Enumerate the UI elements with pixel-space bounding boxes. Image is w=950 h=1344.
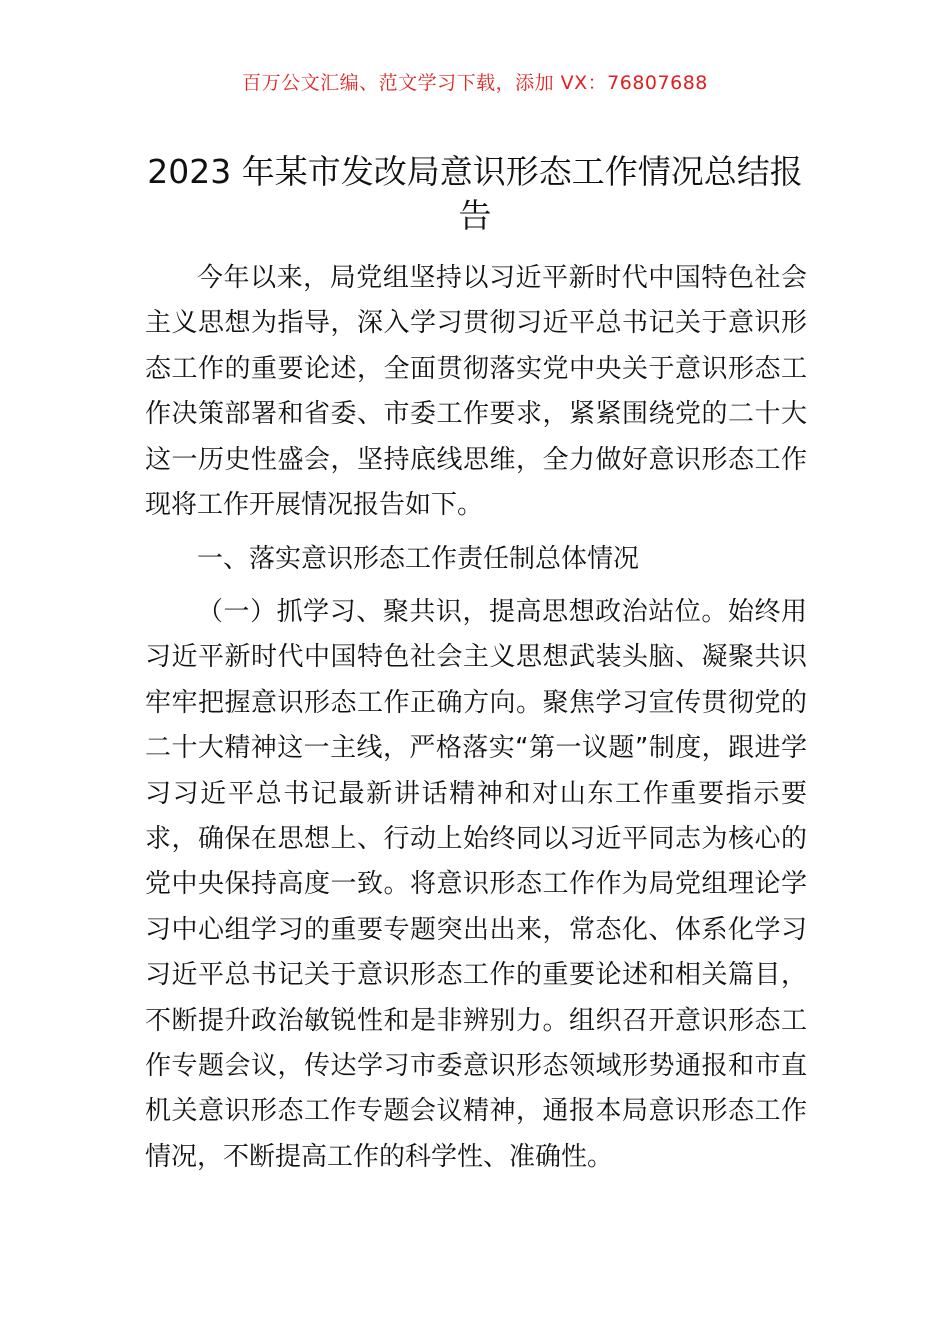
- subsection-paragraph: （一）抓学习、聚共识，提高思想政治站位。始终用习近平新时代中国特色社会主义思想武装头脑、凝聚共识牢牢把握意识形态工作正确方向。聚焦学习宣传贯彻党的二十大精神这一主线，严格落实“第一议题”制度，跟进学习习近平总书记最新讲话精神和对山东工作重要指示要求，确保在思想上、行动上始终同以习近平同志为核心的党中央保持高度一致。将意识形态工作作为局党组理论学习中心组学习的重要专题突出出来，常态化、体系化学习习近平总书记关于意识形态工作的重要论述和相关篇目，不断提升政治敏锐性和是非辨别力。组织召开意识形态工作专题会议，传达学习市委意识形态领域形势通报和市直机关意识形态工作专题会议精神，通报本局意识形态工作情况，不断提高工作的科学性、准确性。: [145, 597, 807, 1172]
- header-watermark-note: 百万公文汇编、范文学习下载，添加 VX：76807688: [242, 72, 708, 94]
- intro-paragraph: 今年以来，局党组坚持以习近平新时代中国特色社会主义思想为指导，深入学习贯彻习近平总书记关于意识形态工作的重要论述，全面贯彻落实党中央关于意识形态工作决策部署和省委、市委工作要求，紧紧围绕党的二十大这一历史性盛会，坚持底线思维，全力做好意识形态工作现将工作开展情况报告如下。: [145, 263, 807, 521]
- page-title: 2023 年某市发改局意识形态工作情况总结报告: [147, 152, 803, 235]
- section-heading: 一、落实意识形态工作责任制总体情况: [197, 544, 640, 574]
